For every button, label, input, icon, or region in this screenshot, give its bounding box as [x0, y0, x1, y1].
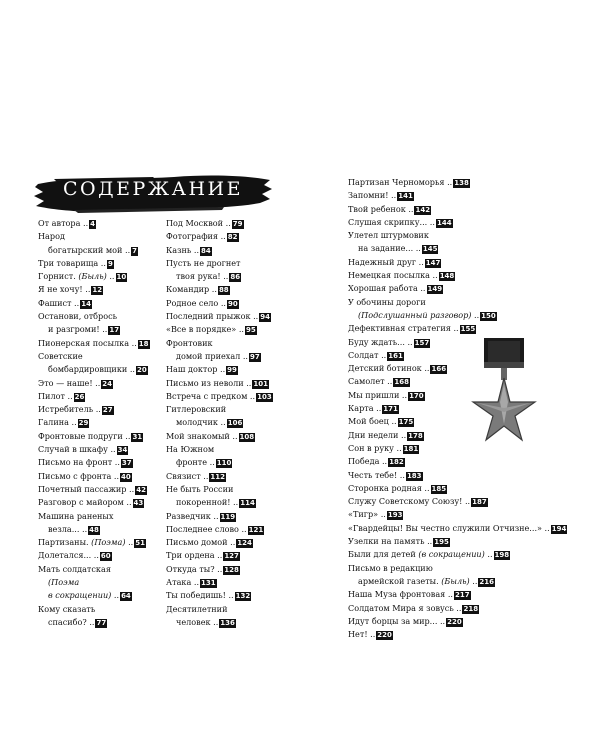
- page-number-badge: 182: [389, 458, 404, 467]
- page-number-badge: 194: [551, 524, 567, 533]
- page-number-badge: 17: [109, 326, 120, 335]
- page-number-badge: 29: [78, 419, 89, 428]
- page-number-badge: 64: [121, 592, 131, 601]
- toc-entry: [38, 443, 163, 456]
- toc-entry-title: От автора ..: [38, 218, 89, 228]
- toc-entry-title: Служу Советскому Союзу! ..: [348, 496, 471, 507]
- toc-entry-title: Гитлеровский: [166, 404, 227, 415]
- page-number-badge: 142: [415, 205, 431, 214]
- page-number-badge: 42: [136, 485, 146, 494]
- page-number-badge: 112: [210, 472, 226, 481]
- toc-entry: [166, 603, 304, 616]
- toc-entry-title: Советские: [38, 350, 83, 361]
- toc-entry: [38, 310, 163, 323]
- page-number-badge: 82: [227, 233, 238, 242]
- toc-entry-title: Солдатом Мира я зовусь ..: [348, 602, 462, 613]
- toc-entry-title: Дефективная стратегия ..: [348, 323, 459, 334]
- toc-entry-title: Победа ..: [348, 456, 388, 467]
- page-number-badge: 198: [494, 551, 510, 560]
- toc-entry: [348, 522, 573, 535]
- toc-entry-title: На Южном: [166, 444, 215, 455]
- toc-entry: [348, 256, 573, 269]
- toc-entry: [38, 563, 163, 576]
- toc-entry-title: Самолет ..: [348, 376, 393, 387]
- toc-entry-title: и разгроми! ..: [48, 324, 108, 335]
- toc-entry: [38, 270, 163, 283]
- toc-entry-title: Узелки на память ..: [348, 536, 433, 547]
- page-number-badge: 114: [240, 499, 255, 508]
- toc-entry-title: Казнь ..: [166, 244, 200, 255]
- toc-entry: [348, 628, 573, 641]
- toc-entry-title: Пионерская посылка ..: [38, 337, 137, 348]
- toc-entry-title: Под Москвой ..: [166, 218, 231, 228]
- toc-entry-title: Останови, отбрось: [38, 311, 118, 322]
- toc-entry-title: Связист ..: [166, 470, 209, 481]
- toc-entry-title: «Тигр» ..: [348, 509, 386, 520]
- toc-entry-title: Родное село ..: [166, 297, 226, 308]
- toc-entry: [166, 297, 304, 310]
- page-number-badge: 4: [90, 220, 96, 228]
- toc-entry: [166, 257, 304, 270]
- toc-entry-title: Письмо с фронта ..: [38, 470, 120, 481]
- toc-entry-title: Наш доктор ..: [166, 364, 226, 375]
- toc-entry-title: Сон в руку ..: [348, 442, 402, 453]
- page-number-badge: 103: [257, 392, 272, 401]
- toc-entry: [38, 470, 163, 483]
- toc-entry: [166, 549, 304, 562]
- toc-entry-title: Улетел штурмовик: [348, 230, 429, 241]
- page-number-badge: 60: [100, 552, 111, 561]
- toc-entry-title: Твой ребенок ..: [348, 203, 414, 214]
- page-number-badge: 48: [89, 525, 99, 534]
- toc-entry-title: везла... ..: [48, 523, 88, 534]
- page-number-badge: 106: [227, 419, 243, 428]
- toc-entry-title: Партизан Черноморья ..: [348, 177, 453, 187]
- toc-entry-title: Командир ..: [166, 284, 217, 295]
- toc-entry-title: покоренной! ..: [176, 497, 239, 508]
- toc-entry-title: Буду ждать... ..: [348, 336, 413, 347]
- toc-entry: [348, 469, 573, 482]
- toc-entry-title: Дни недели ..: [348, 429, 407, 440]
- toc-entry: [38, 217, 163, 230]
- toc-entry: [166, 523, 304, 536]
- toc-entry-title: Машина раненых: [38, 510, 114, 521]
- toc-entry-leader: ..: [484, 549, 493, 560]
- toc-entry-title: Были для детей: [348, 549, 419, 560]
- toc-entry-title: Пилот ..: [38, 390, 73, 401]
- toc-entry: [348, 203, 573, 216]
- page-title: СОДЕРЖАНИЕ: [63, 178, 243, 200]
- toc-entry-title: Истребитель ..: [38, 404, 101, 415]
- toc-entry-title: Наша Муза фронтовая ..: [348, 589, 454, 600]
- toc-entry-title: Письмо из неволи ..: [166, 377, 252, 388]
- toc-entry: [166, 456, 304, 469]
- toc-entry-title: Фронтовик: [166, 337, 213, 348]
- toc-entry-title: Разведчик ..: [166, 510, 219, 521]
- toc-entry-leader: ..: [106, 271, 115, 282]
- toc-entry: [166, 403, 304, 416]
- toc-entry-leader: ..: [125, 537, 134, 548]
- toc-entry-title: человек ..: [176, 616, 219, 627]
- page-number-badge: 18: [138, 339, 149, 348]
- page-number-badge: 171: [383, 405, 398, 414]
- toc-entry: [38, 416, 163, 429]
- toc-entry-title: на задание... ..: [358, 243, 421, 254]
- toc-entry: [348, 602, 573, 615]
- toc-entry-note: (Поэма): [91, 537, 126, 548]
- page-number-badge: 95: [245, 326, 256, 335]
- toc-entry-title: Последний прыжок ..: [166, 311, 259, 322]
- toc-entry-title: Надежный друг ..: [348, 256, 424, 267]
- toc-entry-title: Три товарища ..: [38, 257, 106, 268]
- toc-entry-title: Письмо на фронт ..: [38, 457, 120, 468]
- toc-entry-leader: ..: [471, 309, 480, 320]
- page-number-badge: 7: [132, 246, 138, 255]
- page-number-badge: 86: [230, 273, 241, 282]
- toc-entry: [166, 337, 304, 350]
- toc-entry-title: Я не хочу! ..: [38, 284, 91, 295]
- toc-entry-note: в сокращении): [48, 590, 112, 601]
- toc-entry: [166, 589, 304, 602]
- toc-entry: [38, 283, 163, 296]
- page-number-badge: 79: [232, 220, 243, 228]
- toc-entry-title: Пусть не дрогнет: [166, 257, 241, 268]
- page-number-badge: 9: [107, 259, 113, 268]
- page-number-badge: 43: [133, 499, 144, 508]
- toc-entry: [38, 297, 163, 310]
- toc-entry-title: твоя рука! ..: [176, 271, 229, 282]
- page-number-badge: 166: [431, 365, 447, 374]
- toc-entry-title: Кому сказать: [38, 603, 96, 614]
- toc-entry-title: Встреча с предком ..: [166, 390, 256, 401]
- page-number-badge: 97: [250, 352, 260, 361]
- toc-entry: [348, 309, 573, 322]
- toc-entry: [348, 535, 573, 548]
- page-number-badge: 84: [201, 246, 211, 255]
- toc-entry: [166, 430, 304, 443]
- page-number-badge: 149: [427, 285, 443, 294]
- toc-entry: [38, 536, 163, 549]
- page-number-badge: 181: [403, 444, 419, 453]
- toc-entry: [348, 229, 573, 242]
- toc-entry: [348, 562, 573, 575]
- toc-entry-title: Почетный пассажир ..: [38, 483, 135, 494]
- toc-entry: [166, 510, 304, 523]
- page-number-badge: 88: [218, 286, 229, 295]
- toc-entry: [166, 470, 304, 483]
- toc-entry: [38, 230, 163, 243]
- toc-entry-title: Идут борцы за мир... ..: [348, 615, 446, 626]
- toc-entry: [166, 310, 304, 323]
- toc-entry-title: Мой боец ..: [348, 416, 397, 427]
- toc-entry-title: Народ: [38, 231, 65, 242]
- toc-entry: [348, 588, 573, 601]
- page-number-badge: 148: [439, 272, 455, 281]
- toc-entry-title: армейской газеты.: [358, 575, 442, 586]
- page-number-badge: 218: [463, 604, 479, 613]
- toc-entry: [348, 176, 573, 189]
- toc-entry: [38, 403, 163, 416]
- page-number-badge: 183: [406, 471, 422, 480]
- page-number-badge: 94: [260, 313, 270, 322]
- toc-entry-title: Карта ..: [348, 403, 382, 414]
- toc-entry-title: бомбардировщики ..: [48, 364, 135, 375]
- page-number-badge: 187: [472, 498, 487, 507]
- page-number-badge: 131: [201, 579, 216, 588]
- toc-entry: [166, 283, 304, 296]
- toc-entry: [348, 508, 573, 521]
- toc-entry: [166, 483, 304, 496]
- toc-entry-title: Десятилетний: [166, 603, 228, 614]
- page-number-badge: 124: [237, 539, 252, 548]
- page-number-badge: 144: [436, 218, 452, 227]
- toc-entry: [38, 510, 163, 523]
- toc-entry: [166, 363, 304, 376]
- toc-entry-title: Детский ботинок ..: [348, 363, 430, 374]
- toc-entry: [166, 496, 304, 509]
- toc-entry: [166, 244, 304, 257]
- toc-entry-title: Нет! ..: [348, 629, 376, 640]
- toc-entry-title: Мой знакомый ..: [166, 430, 238, 441]
- page-number-badge: 193: [387, 511, 403, 520]
- page-number-badge: 108: [239, 432, 255, 441]
- page-number-badge: 26: [74, 392, 85, 401]
- toc-entry: [166, 217, 304, 230]
- toc-entry: [38, 244, 163, 257]
- page-number-badge: 195: [434, 538, 449, 547]
- page-number-badge: 178: [408, 431, 423, 440]
- page-number-badge: 99: [227, 366, 237, 375]
- toc-entry: [38, 337, 163, 350]
- toc-entry-title: спасибо? ..: [48, 616, 95, 627]
- toc-entry-title: Партизаны.: [38, 537, 92, 548]
- toc-entry-title: Письмо домой ..: [166, 537, 236, 548]
- toc-entry-title: Фотография ..: [166, 231, 226, 242]
- toc-entry-title: Разговор с майором ..: [38, 497, 132, 508]
- page-number-badge: 161: [388, 351, 403, 360]
- toc-entry-title: Три ордена ..: [166, 550, 223, 561]
- page-number-badge: 10: [116, 273, 127, 282]
- toc-entry-title: Честь тебе! ..: [348, 469, 405, 480]
- toc-column-2: [166, 217, 304, 629]
- contents-banner: [34, 170, 272, 216]
- page-number-badge: 20: [137, 366, 147, 375]
- page-number-badge: 90: [228, 299, 238, 308]
- page-number-badge: 34: [117, 446, 128, 455]
- toc-entry: [38, 363, 163, 376]
- toc-entry: [38, 589, 163, 602]
- toc-entry: [348, 296, 573, 309]
- toc-entry-title: домой приехал ..: [176, 350, 249, 361]
- page-number-badge: 110: [216, 459, 232, 468]
- toc-entry-leader: ..: [111, 590, 120, 601]
- toc-entry-title: фронте ..: [176, 457, 215, 468]
- page-number-badge: 141: [398, 192, 413, 201]
- page-number-badge: 185: [431, 484, 447, 493]
- toc-entry: [38, 496, 163, 509]
- page-number-badge: 40: [121, 472, 131, 481]
- toc-entry: [38, 483, 163, 496]
- toc-entry: [166, 416, 304, 429]
- toc-entry: [348, 482, 573, 495]
- toc-entry: [38, 430, 163, 443]
- toc-entry-title: Запомни! ..: [348, 190, 397, 201]
- toc-entry-note: (в сокращении): [418, 549, 485, 560]
- toc-entry-title: Хорошая работа ..: [348, 283, 426, 294]
- page-number-badge: 220: [447, 617, 462, 626]
- page-number-badge: 145: [422, 245, 438, 254]
- toc-entry: [38, 323, 163, 336]
- page-number-badge: 101: [253, 379, 269, 388]
- toc-entry: [348, 322, 573, 335]
- toc-entry-title: «Гвардейцы! Вы честно служили Отчизне...» ..: [348, 522, 550, 533]
- toc-entry: [166, 230, 304, 243]
- toc-entry-title: Фронтовые подруги ..: [38, 430, 131, 441]
- page-number-badge: 155: [460, 325, 476, 334]
- toc-entry: [166, 323, 304, 336]
- page-number-badge: 14: [81, 299, 91, 308]
- toc-column-1: [38, 217, 163, 629]
- toc-entry: [166, 390, 304, 403]
- page-number-badge: 175: [398, 418, 414, 427]
- toc-entry-title: У обочины дороги: [348, 296, 426, 307]
- toc-entry-title: Фашист ..: [38, 297, 80, 308]
- toc-entry-title: Мать солдатская: [38, 563, 111, 574]
- toc-entry-title: Не быть России: [166, 483, 234, 494]
- toc-entry: [166, 536, 304, 549]
- toc-entry-note: (Подслушанный разговор): [358, 309, 472, 320]
- toc-entry: [166, 377, 304, 390]
- page-number-badge: 157: [414, 338, 430, 347]
- page-number-badge: 27: [102, 406, 113, 415]
- toc-entry: [348, 575, 573, 588]
- toc-entry-title: Горнист.: [38, 271, 79, 282]
- toc-entry: [38, 576, 163, 589]
- toc-entry: [166, 616, 304, 629]
- page-number-badge: 127: [224, 552, 239, 561]
- toc-entry-title: Сторонка родная ..: [348, 482, 430, 493]
- toc-entry: [166, 576, 304, 589]
- page-number-badge: 138: [454, 179, 469, 187]
- page-number-badge: 217: [455, 591, 470, 600]
- page-number-badge: 216: [479, 577, 495, 586]
- toc-entry-title: Галина ..: [38, 417, 77, 428]
- toc-entry: [38, 603, 163, 616]
- page-number-badge: 136: [220, 618, 235, 627]
- toc-entry: [348, 282, 573, 295]
- toc-entry: [348, 189, 573, 202]
- toc-entry-note: (Быль): [78, 271, 107, 282]
- toc-entry-title: Слушая скрипку... ..: [348, 216, 435, 227]
- toc-entry: [38, 377, 163, 390]
- toc-entry-title: молодчик ..: [176, 417, 226, 428]
- toc-entry-leader: ..: [469, 575, 478, 586]
- toc-entry: [166, 270, 304, 283]
- toc-entry: [348, 216, 573, 229]
- toc-entry-title: Долетался... ..: [38, 550, 99, 561]
- page-number-badge: 150: [481, 311, 496, 320]
- toc-entry: [38, 523, 163, 536]
- page-number-badge: 37: [121, 459, 132, 468]
- page-number-badge: 24: [102, 379, 113, 388]
- page-number-badge: 121: [248, 525, 264, 534]
- toc-entry-title: Мы пришли ..: [348, 389, 408, 400]
- toc-entry: [348, 455, 573, 468]
- toc-entry: [38, 549, 163, 562]
- toc-entry: [348, 495, 573, 508]
- toc-entry-title: Немецкая посылка ..: [348, 270, 438, 281]
- toc-entry: [38, 456, 163, 469]
- toc-entry-title: Откуда ты? ..: [166, 563, 223, 574]
- toc-entry-title: Атака ..: [166, 577, 200, 588]
- toc-entry-title: «Все в порядке» ..: [166, 324, 244, 335]
- toc-entry: [38, 257, 163, 270]
- page-number-badge: 147: [425, 258, 441, 267]
- page-number-badge: 132: [235, 592, 251, 601]
- page-number-badge: 220: [377, 631, 392, 640]
- hero-star-medal-icon: [458, 338, 550, 450]
- page-number-badge: 168: [394, 378, 409, 387]
- toc-entry-title: Последнее слово ..: [166, 523, 247, 534]
- toc-entry: [348, 548, 573, 561]
- toc-entry-title: Солдат ..: [348, 349, 387, 360]
- toc-entry: [348, 269, 573, 282]
- page-number-badge: 51: [135, 539, 145, 548]
- toc-entry: [348, 615, 573, 628]
- page-number-badge: 119: [220, 512, 236, 521]
- page-number-badge: 31: [132, 432, 143, 441]
- toc-entry-title: Это — наше! ..: [38, 377, 101, 388]
- toc-entry-title: Ты победишь! ..: [166, 590, 234, 601]
- page-number-badge: 12: [92, 286, 103, 295]
- toc-entry: [38, 390, 163, 403]
- page-number-badge: 77: [96, 618, 107, 627]
- toc-entry-title: Случай в шкафу ..: [38, 444, 116, 455]
- page-number-badge: 170: [409, 391, 424, 400]
- toc-entry: [166, 563, 304, 576]
- toc-entry: [166, 350, 304, 363]
- toc-entry: [348, 242, 573, 255]
- toc-entry: [166, 443, 304, 456]
- toc-entry: [38, 350, 163, 363]
- toc-entry-title: богатырский мой ..: [48, 244, 131, 255]
- toc-entry: [38, 616, 163, 629]
- toc-entry-note: (Быль): [441, 575, 470, 586]
- page-number-badge: 128: [224, 565, 239, 574]
- toc-entry-title: Письмо в редакцию: [348, 562, 433, 573]
- toc-entry-note: (Поэма: [48, 577, 80, 588]
